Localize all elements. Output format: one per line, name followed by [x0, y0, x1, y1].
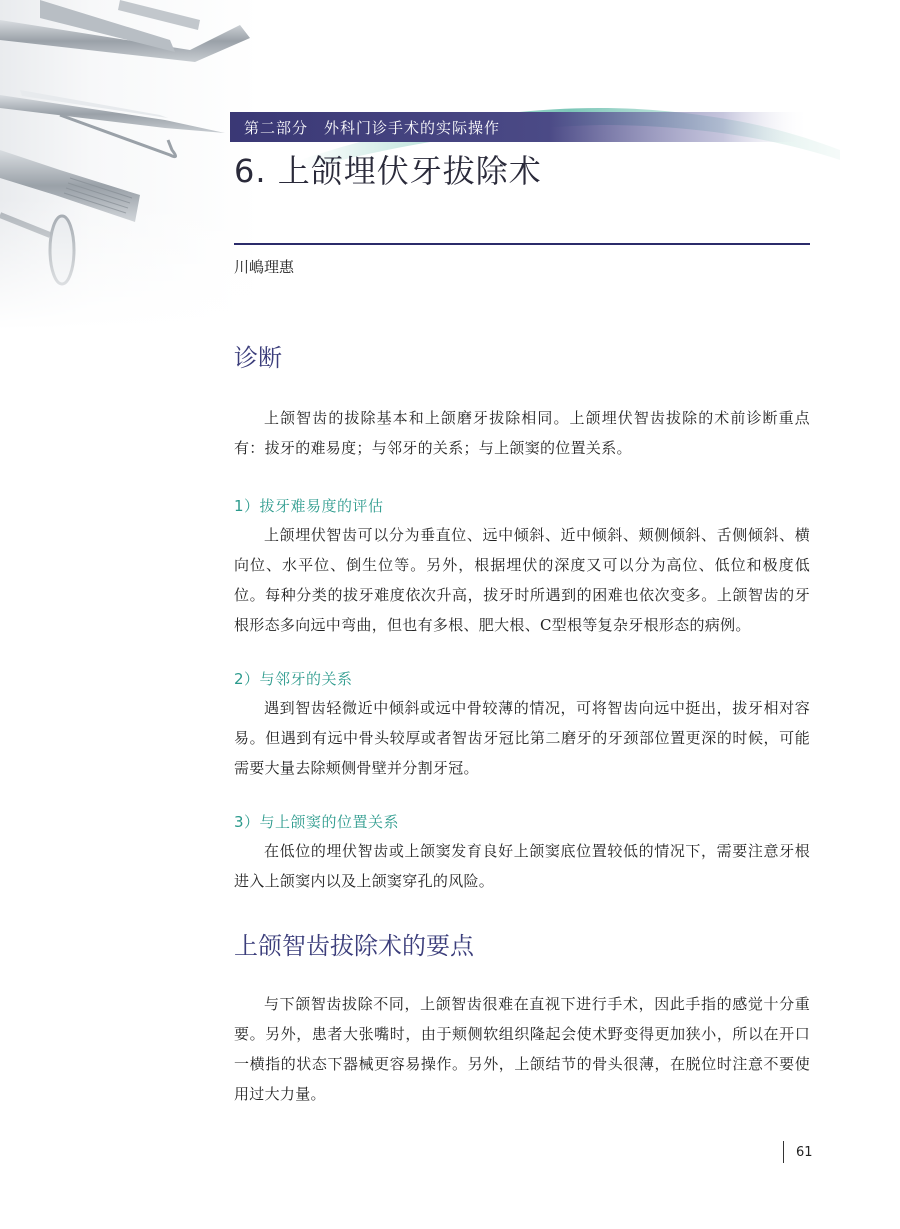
- key-points-paragraph: 与下颌智齿拔除不同，上颌智齿很难在直视下进行手术，因此手指的感觉十分重要。另外，患者大张嘴时，由于颊侧软组织隆起会使术野变得更加狭小，所以在开口一横指的状态下器械更容易操作。另外，上颌结节的骨头很薄，在脱位时注意不要使用过大力量。: [234, 995, 810, 1103]
- adjacent-tooth-paragraph: 遇到智齿轻微近中倾斜或远中骨较薄的情况，可将智齿向远中挺出，拔牙相对容易。但遇到有远中骨头较厚或者智齿牙冠比第二磨牙的牙颈部位置更深的时候，可能需要大量去除颊侧骨壁并分割牙冠。: [234, 699, 810, 777]
- section-heading-diagnosis: 诊断: [234, 344, 282, 372]
- title-divider: [234, 243, 810, 245]
- author-name: 川嶋理惠: [234, 258, 295, 276]
- page-footer: [783, 1140, 813, 1164]
- diagnosis-intro-paragraph: 上颌智齿的拔除基本和上颌磨牙拔除相同。上颌埋伏智齿拔除的术前诊断重点有：拔牙的难易度；与邻牙的关系；与上颌窦的位置关系。: [234, 409, 810, 457]
- page-number: 61: [796, 1144, 813, 1160]
- subheading-adjacent-tooth: 2）与邻牙的关系: [234, 670, 353, 688]
- part-label: 第二部分 外科门诊手术的实际操作: [244, 118, 501, 137]
- page-number-divider: [783, 1141, 784, 1163]
- subheading-maxillary-sinus: 3）与上颌窦的位置关系: [234, 813, 400, 831]
- chapter-title: 6. 上颌埋伏牙拔除术: [234, 152, 542, 190]
- maxillary-sinus-paragraph: 在低位的埋伏智齿或上颌窦发育良好上颌窦底位置较低的情况下，需要注意牙根进入上颌窦内以及上颌窦穿孔的风险。: [234, 842, 810, 890]
- subheading-difficulty-assessment: 1）拔牙难易度的评估: [234, 497, 384, 515]
- difficulty-assessment-paragraph: 上颌埋伏智齿可以分为垂直位、远中倾斜、近中倾斜、颊侧倾斜、舌侧倾斜、横向位、水平位、倒生位等。另外，根据埋伏的深度又可以分为高位、低位和极度低位。每种分类的拔牙难度依次升高，拔牙时所遇到的困难也依次变多。上颌智齿的牙根形态多向远中弯曲，但也有多根、肥大根、C型根等复杂牙根形态的病例。: [234, 526, 810, 634]
- part-banner: [230, 112, 810, 142]
- section-heading-key-points: 上颌智齿拔除术的要点: [234, 932, 474, 960]
- main-content: [234, 330, 810, 1109]
